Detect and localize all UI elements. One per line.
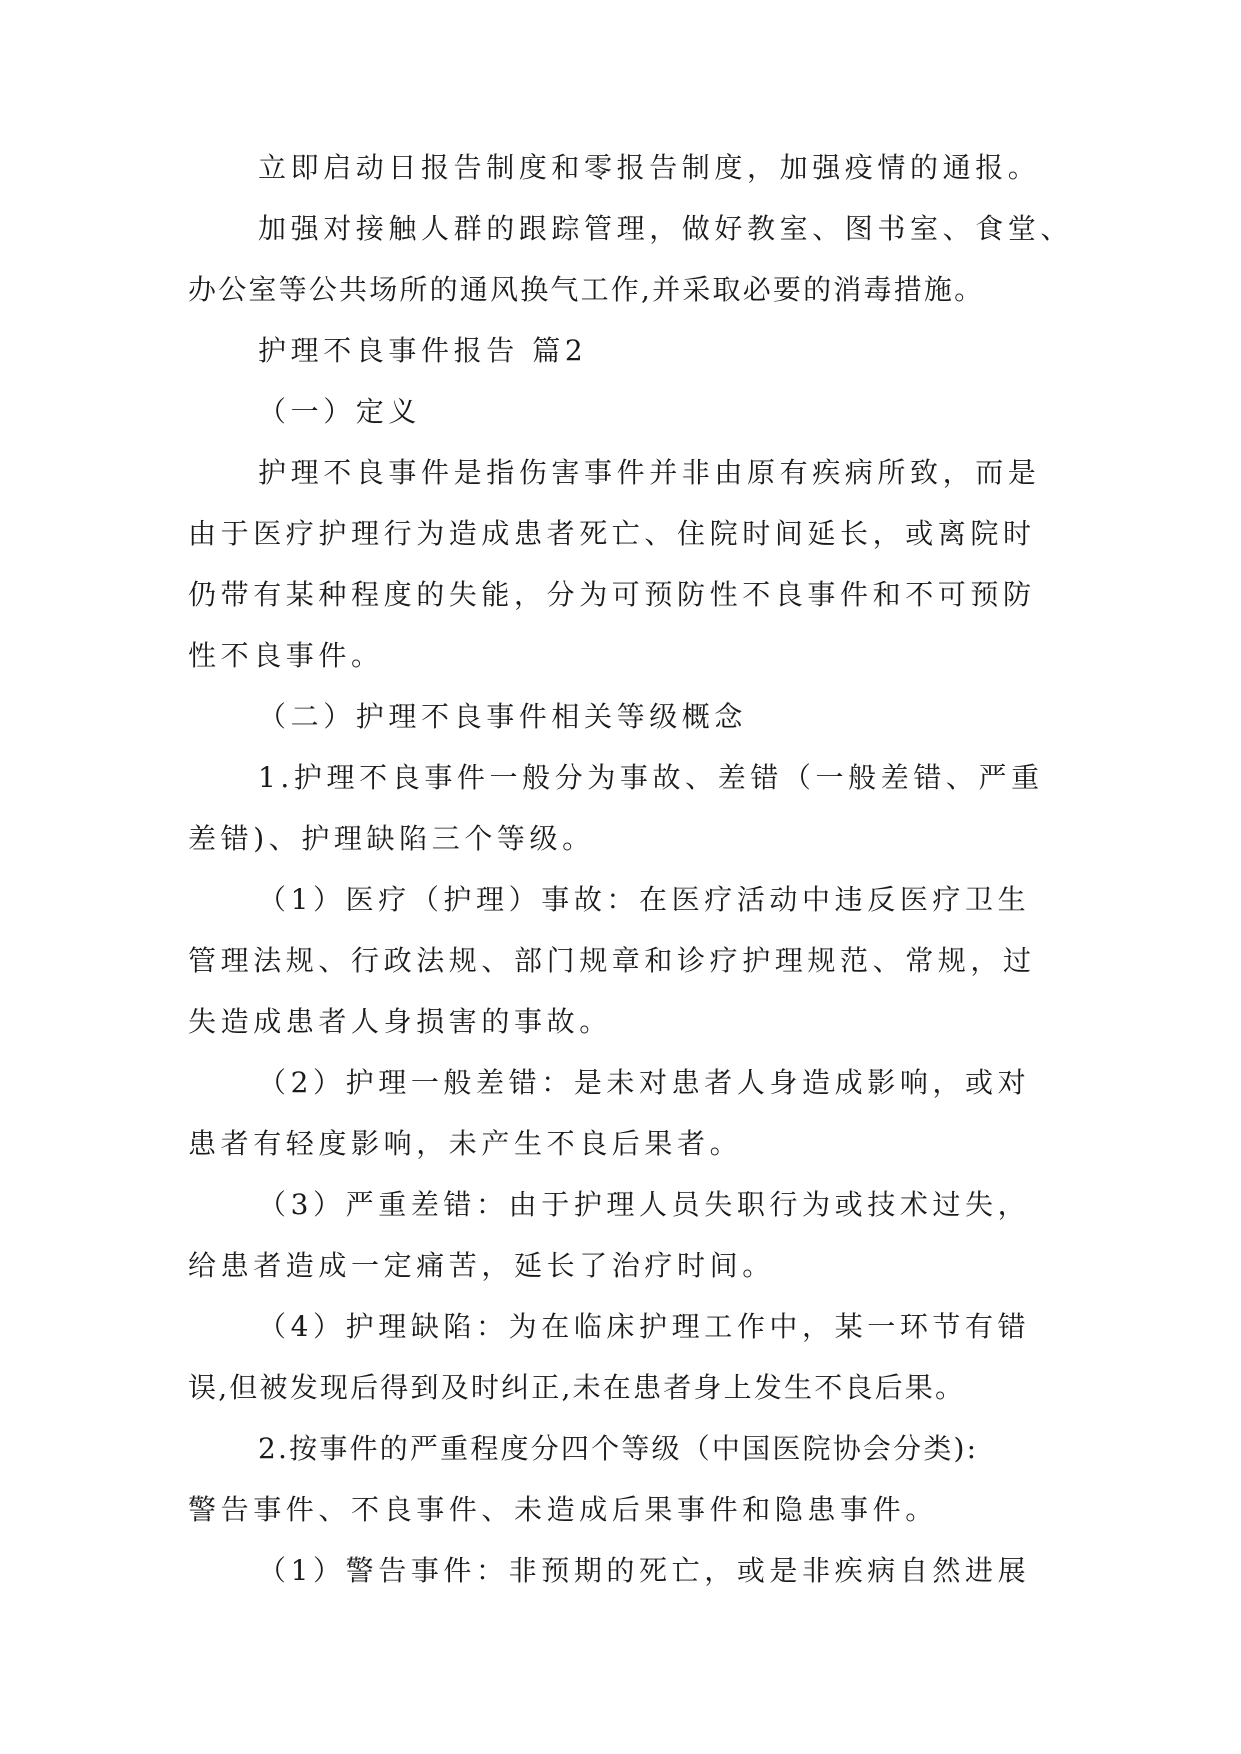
text-line: （1）医疗（护理）事故：在医疗活动中违反医疗卫生 (258, 883, 1031, 916)
text-line: 由于医疗护理行为造成患者死亡、住院时间延长，或离院时 (188, 517, 1036, 550)
text-line: 差错)、护理缺陷三个等级。 (188, 822, 595, 855)
text-line: 1.护理不良事件一般分为事故、差错（一般差错、严重 (258, 761, 1044, 794)
text-line: 患者有轻度影响，未产生不良后果者。 (188, 1127, 743, 1160)
text-line: 加强对接触人群的跟踪管理，做好教室、图书室、食堂、 (258, 212, 1074, 245)
text-line: 误,但被发现后得到及时纠正,未在患者身上发生不良后果。 (188, 1371, 966, 1404)
text-line: 立即启动日报告制度和零报告制度，加强疫情的通报。 (258, 151, 1041, 184)
text-line: 办公室等公共场所的通风换气工作,并采取必要的消毒措施。 (188, 273, 985, 306)
text-line: 仍带有某种程度的失能，分为可预防性不良事件和不可预防 (188, 578, 1036, 611)
text-line: 性不良事件。 (188, 639, 384, 672)
text-line: 护理不良事件是指伤害事件并非由原有疾病所致，而是 (258, 456, 1041, 489)
text-line: （3）严重差错：由于护理人员失职行为或技术过失， (258, 1188, 1031, 1221)
text-line: 警告事件、不良事件、未造成后果事件和隐患事件。 (188, 1493, 938, 1526)
text-line: 管理法规、行政法规、部门规章和诊疗护理规范、常规，过 (188, 944, 1036, 977)
subsection-heading: （二）护理不良事件相关等级概念 (258, 700, 748, 733)
text-line: （1）警告事件：非预期的死亡，或是非疾病自然进展 (258, 1554, 1031, 1587)
text-line: 失造成患者人身损害的事故。 (188, 1005, 612, 1038)
text-line: （2）护理一般差错：是未对患者人身造成影响，或对 (258, 1066, 1031, 1099)
text-line: 给患者造成一定痛苦，延长了治疗时间。 (188, 1249, 775, 1282)
text-line: （4）护理缺陷：为在临床护理工作中，某一环节有错 (258, 1310, 1031, 1343)
text-line: 2.按事件的严重程度分四个等级（中国医院协会分类): (258, 1432, 979, 1465)
section-heading: 护理不良事件报告 篇2 (258, 334, 588, 367)
subsection-heading: （一）定义 (258, 395, 422, 428)
